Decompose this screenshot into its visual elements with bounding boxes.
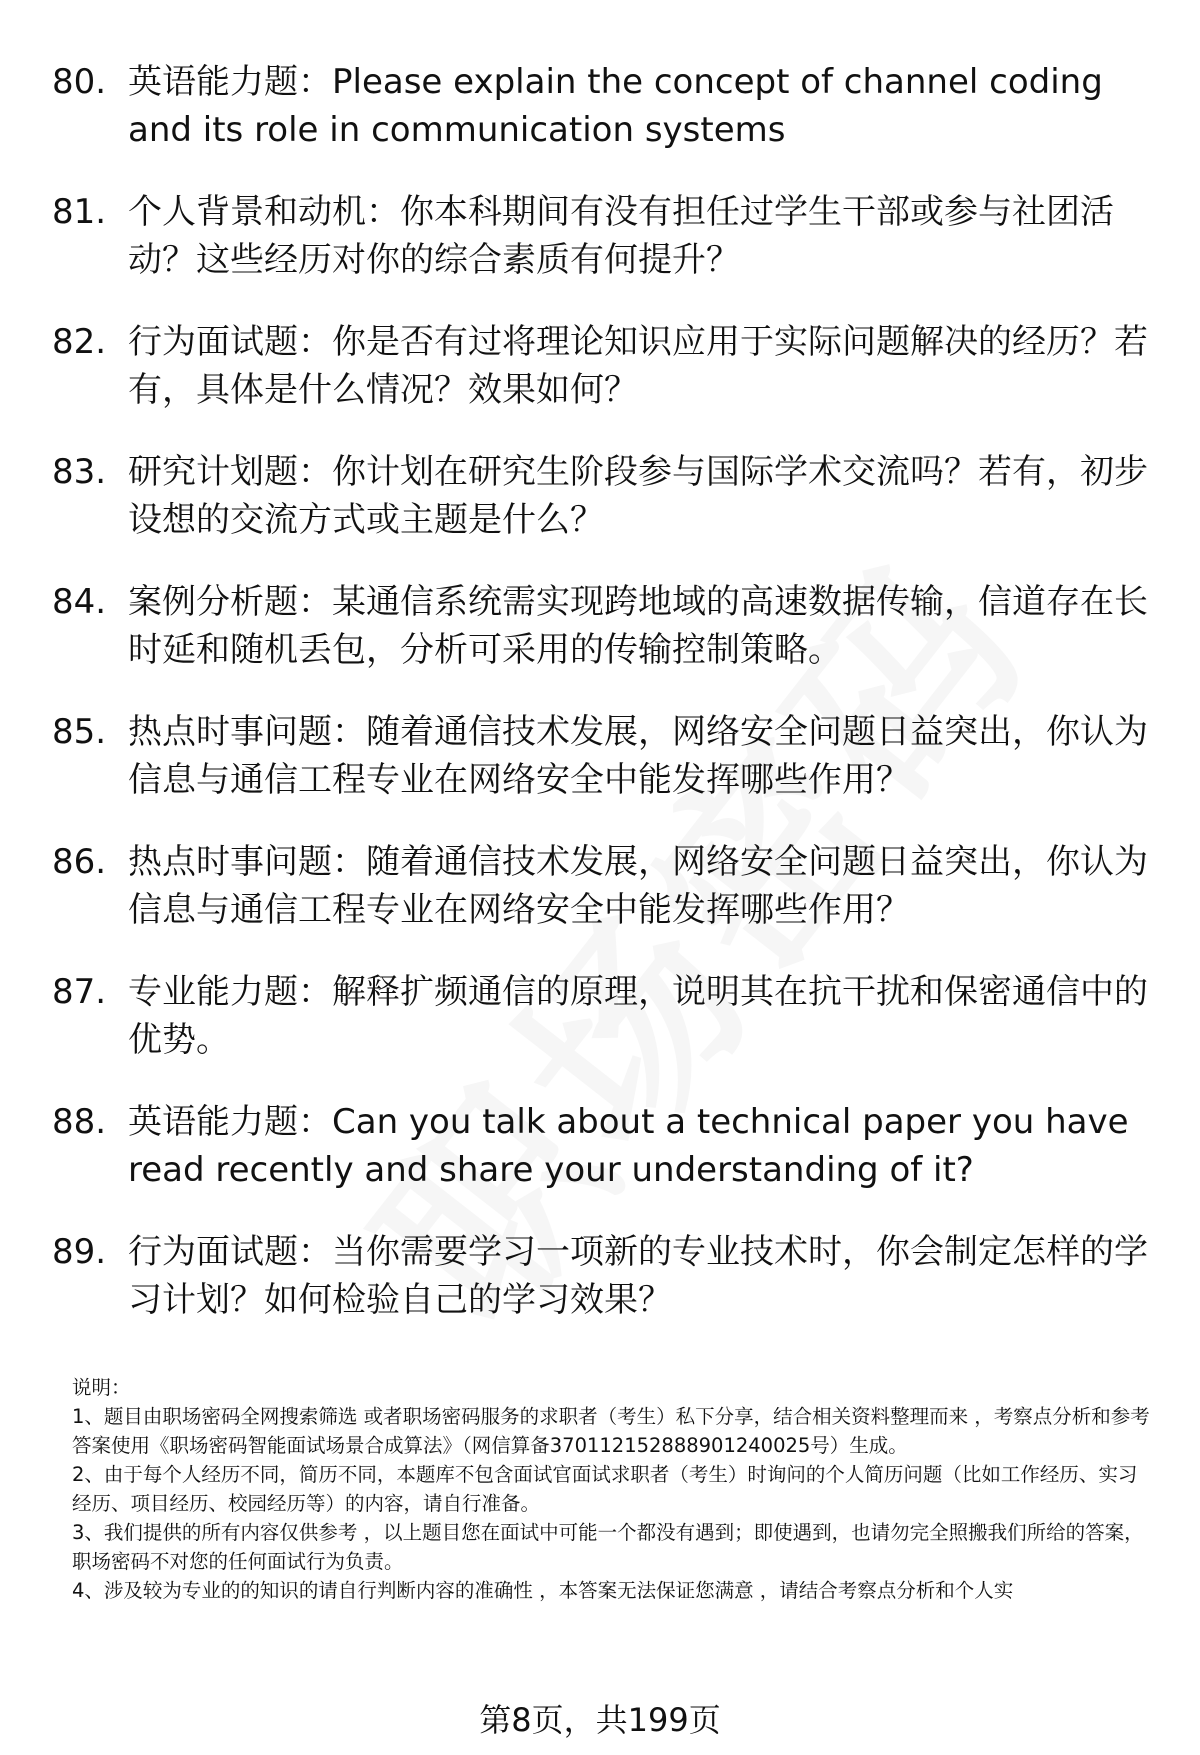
question-item	[52, 578, 1152, 708]
question-item	[52, 838, 1152, 968]
note-item: 3、我们提供的所有内容仅供参考 ，以上题目您在面试中可能一个都没有遇到；即使遇到，也请勿完全照搬我们所给的答案，职场密码不对您的任何面试行为负责。	[72, 1521, 1144, 1573]
note-item: 1、题目由职场密码全网搜索筛选 或者职场密码服务的求职者（考生）私下分享，结合相关资料整理而来 ，考察点分析和参考答案使用《职场密码智能面试场景合成算法》（网信算备370112152888901240025号）生成。	[72, 1405, 1150, 1457]
question-list	[52, 58, 1152, 1358]
notes-section	[72, 1373, 1152, 1605]
notes-heading: 说明：	[72, 1376, 131, 1399]
question-text: 案例分析题：某通信系统需实现跨地域的高速数据传输，信道存在长时延和随机丢包，分析可采用的传输控制策略。	[128, 582, 1148, 670]
question-number: 81.	[52, 192, 107, 232]
question-number: 87.	[52, 972, 107, 1012]
question-item	[52, 318, 1152, 448]
page-footer: 第8页，共199页	[479, 1701, 721, 1739]
question-item	[52, 448, 1152, 578]
question-item	[52, 58, 1152, 188]
question-number: 85.	[52, 712, 107, 752]
question-number: 83.	[52, 452, 107, 492]
question-number: 89.	[52, 1232, 107, 1272]
question-number: 82.	[52, 322, 107, 362]
question-text: 英语能力题：Please explain the concept of channel coding and its role in communication systems	[128, 62, 1103, 150]
question-item	[52, 968, 1152, 1098]
question-item	[52, 1228, 1152, 1358]
question-text: 专业能力题：解释扩频通信的原理，说明其在抗干扰和保密通信中的优势。	[128, 972, 1148, 1060]
question-text: 热点时事问题：随着通信技术发展，网络安全问题日益突出，你认为信息与通信工程专业在网络安全中能发挥哪些作用？	[128, 712, 1148, 800]
question-item	[52, 708, 1152, 838]
question-text: 行为面试题：你是否有过将理论知识应用于实际问题解决的经历？若有，具体是什么情况？效果如何？	[128, 322, 1148, 410]
question-number: 80.	[52, 62, 107, 102]
question-number: 84.	[52, 582, 107, 622]
question-text: 热点时事问题：随着通信技术发展，网络安全问题日益突出，你认为信息与通信工程专业在网络安全中能发挥哪些作用？	[128, 842, 1148, 930]
question-text: 个人背景和动机：你本科期间有没有担任过学生干部或参与社团活动？这些经历对你的综合素质有何提升？	[128, 192, 1114, 280]
question-number: 88.	[52, 1102, 107, 1142]
note-item: 2、由于每个人经历不同，简历不同，本题库不包含面试官面试求职者（考生）时询问的个人简历问题（比如工作经历、实习经历、项目经历、校园经历等）的内容，请自行准备。	[72, 1463, 1138, 1515]
question-text: 行为面试题：当你需要学习一项新的专业技术时，你会制定怎样的学习计划？如何检验自己的学习效果？	[128, 1232, 1148, 1320]
question-number: 86.	[52, 842, 107, 882]
question-item	[52, 188, 1152, 318]
note-item: 4、涉及较为专业的的知识的请自行判断内容的准确性 ，本答案无法保证您满意 ，请结合考察点分析和个人实	[72, 1579, 1014, 1602]
question-item	[52, 1098, 1152, 1228]
question-text: 研究计划题：你计划在研究生阶段参与国际学术交流吗？若有，初步设想的交流方式或主题是什么？	[128, 452, 1148, 540]
question-text: 英语能力题：Can you talk about a technical paper you have read recently and share your understanding of it?	[128, 1102, 1129, 1190]
